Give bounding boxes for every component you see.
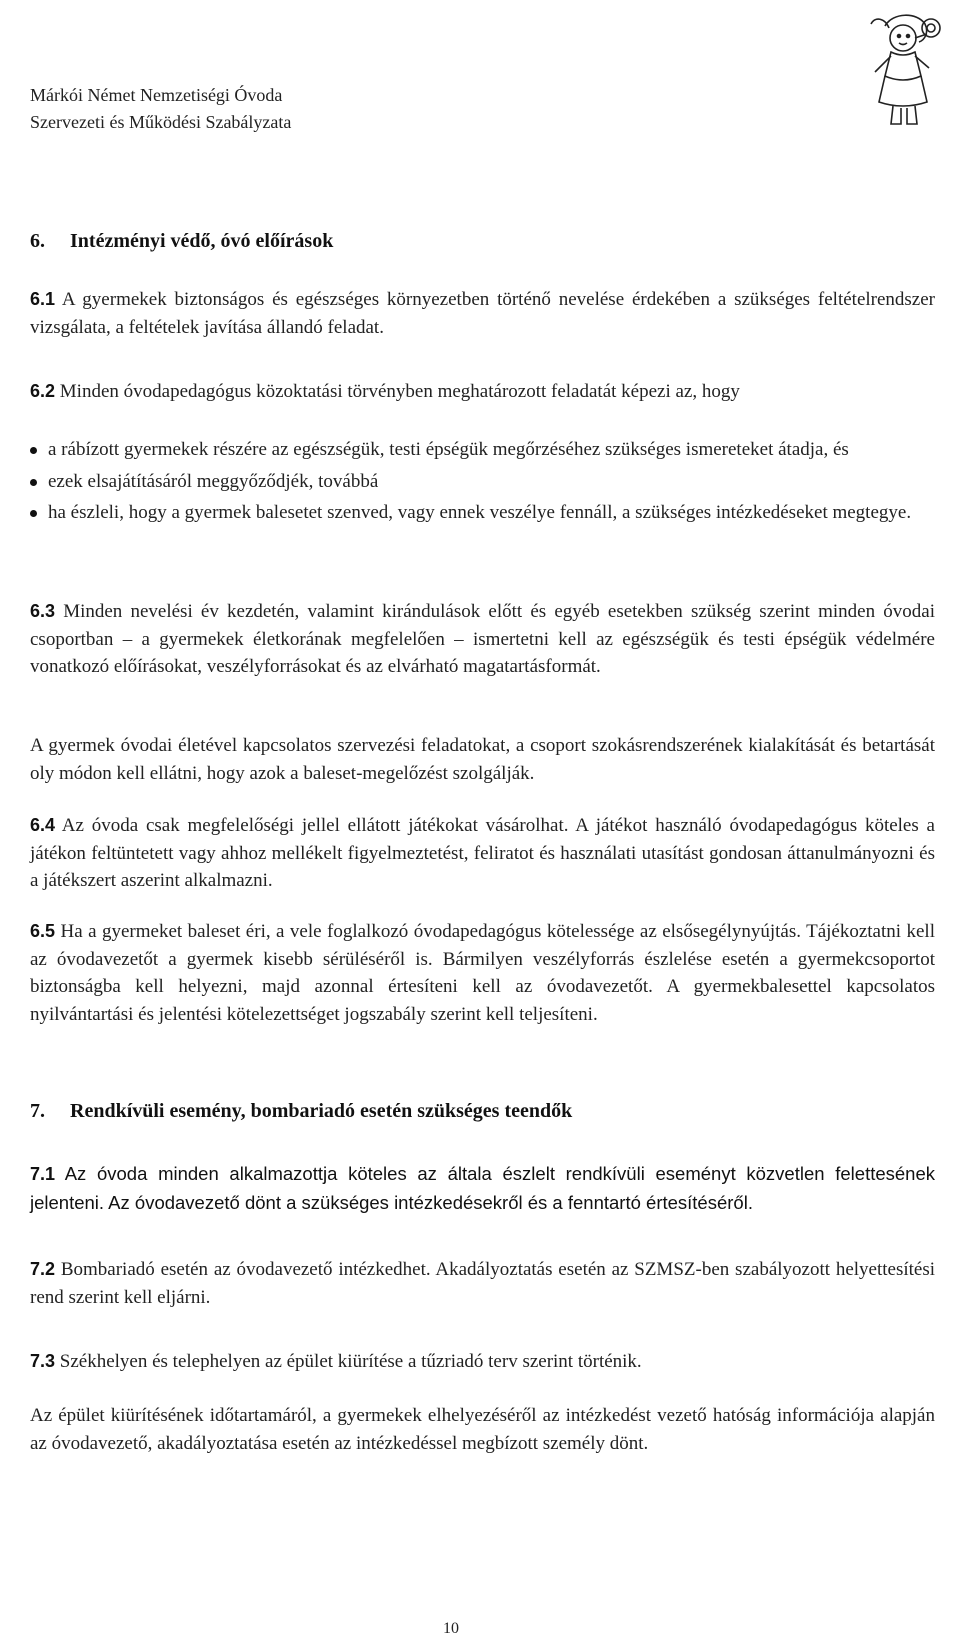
paragraph-text: Az épület kiürítésének időtartamáról, a gyermekek elhelyezéséről az intézkedést vezető hatóság információja alapján az óvodavezető, akadályoztatása esetén az intézkedéssel megbízott személy dönt. bbox=[30, 1405, 935, 1454]
bullet-icon bbox=[30, 510, 37, 517]
section-7-heading bbox=[30, 1100, 572, 1123]
duties-list bbox=[30, 436, 935, 531]
bullet-icon bbox=[30, 447, 37, 454]
section-6-heading bbox=[30, 230, 333, 253]
paragraph-number: 7.2 bbox=[30, 1259, 56, 1279]
paragraph-6-4 bbox=[30, 812, 935, 895]
paragraph-text: Minden nevelési év kezdetén, valamint kirándulások előtt és egyéb esetekben szükség szerint minden óvodai csoportban – a gyermekek életkorának megfelelően – ismertetni kell az egészségük és testi épségük védelmére vonatkozó előírásokat, veszélyforrásokat és az elvárható magatartásformát. bbox=[30, 601, 935, 677]
paragraph-number: 7.1 bbox=[30, 1164, 56, 1184]
paragraph-text: A gyermek óvodai életével kapcsolatos szervezési feladatokat, a csoport szokásrendszerének kialakítását és betartását oly módon kell ellátni, hogy azok a baleset-megelőzést szolgálják. bbox=[30, 735, 935, 784]
paragraph-7-1 bbox=[30, 1160, 935, 1216]
paragraph-6-2 bbox=[30, 378, 935, 406]
paragraph-7-3 bbox=[30, 1348, 935, 1376]
paragraph-7-3-continued bbox=[30, 1402, 935, 1457]
paragraph-number: 6.5 bbox=[30, 921, 56, 941]
page-number: 10 bbox=[443, 1620, 459, 1637]
list-item: ha észleli, hogy a gyermek balesetet szenved, vagy ennek veszélye fennáll, a szükséges intézkedéseket megtegye. bbox=[30, 499, 935, 527]
document-header bbox=[30, 82, 291, 136]
paragraph-7-2 bbox=[30, 1256, 935, 1311]
section-title: Intézményi védő, óvó előírások bbox=[70, 230, 334, 252]
paragraph-text: Az óvoda csak megfelelőségi jellel ellátott játékokat vásárolhat. A játékot használó óvodapedagógus köteles a játékon feltüntetett vagy ahhoz mellékelt figyelmeztetést, feliratot és használati utasítást gondosan áttanulmányozni és a játékszert aszerint alkalmazni. bbox=[30, 815, 935, 891]
paragraph-text: Az óvoda minden alkalmazottja köteles az általa észlelt rendkívüli eseményt közvetlen felettesének jelenteni. Az óvodavezető dönt a szükséges intézkedésekről és a fenntartó értesítéséről. bbox=[30, 1163, 935, 1213]
paragraph-number: 6.3 bbox=[30, 601, 56, 621]
child-with-trumpet-logo bbox=[855, 6, 950, 131]
header-institution: Márkói Német Nemzetiségi Óvoda bbox=[30, 85, 283, 105]
paragraph-6-3 bbox=[30, 598, 935, 681]
list-item: a rábízott gyermekek részére az egészségük, testi épségük megőrzéséhez szükséges ismereteket átadja, és bbox=[30, 436, 935, 464]
header-document-title: Szervezeti és Működési Szabályzata bbox=[30, 112, 292, 132]
section-number: 6. bbox=[30, 230, 45, 252]
paragraph-number: 6.4 bbox=[30, 815, 56, 835]
paragraph-6-5 bbox=[30, 918, 935, 1028]
paragraph-6-1 bbox=[30, 286, 935, 341]
paragraph-number: 7.3 bbox=[30, 1351, 56, 1371]
bullet-icon bbox=[30, 479, 37, 486]
paragraph-6-3-continued bbox=[30, 732, 935, 787]
paragraph-text: Bombariadó esetén az óvodavezető intézkedhet. Akadályoztatás esetén az SZMSZ-ben szabályozott helyettesítési rend szerint kell eljárni. bbox=[30, 1259, 936, 1308]
paragraph-text: Ha a gyermeket baleset éri, a vele foglalkozó óvodapedagógus kötelessége az elsősegélynyújtás. Tájékoztatni kell az óvodavezetőt a gyermek kisebb sérüléséről is. Bármilyen veszélyforrás észlelése esetén a gyermekcsoportot biztonságba kell helyezni, majd azonnal értesíteni kell az óvodavezetőt. A gyermekbalesettel kapcsolatos nyilvántartási és jelentési kötelezettséget jogszabály szerint kell teljesíteni. bbox=[30, 921, 935, 1025]
paragraph-number: 6.2 bbox=[30, 381, 56, 401]
paragraph-number: 6.1 bbox=[30, 289, 56, 309]
section-title: Rendkívüli esemény, bombariadó esetén szükséges teendők bbox=[70, 1100, 573, 1122]
section-number: 7. bbox=[30, 1100, 45, 1122]
list-item: ezek elsajátításáról meggyőződjék, továbbá bbox=[30, 468, 935, 496]
paragraph-text: A gyermekek biztonságos és egészséges környezetben történő nevelése érdekében a szükséges feltételrendszer vizsgálata, a feltételek javítása állandó feladat. bbox=[30, 289, 935, 338]
paragraph-text: Székhelyen és telephelyen az épület kiürítése a tűzriadó terv szerint történik. bbox=[59, 1351, 642, 1372]
paragraph-text: Minden óvodapedagógus közoktatási törvényben meghatározott feladatát képezi az, hogy bbox=[59, 381, 740, 402]
